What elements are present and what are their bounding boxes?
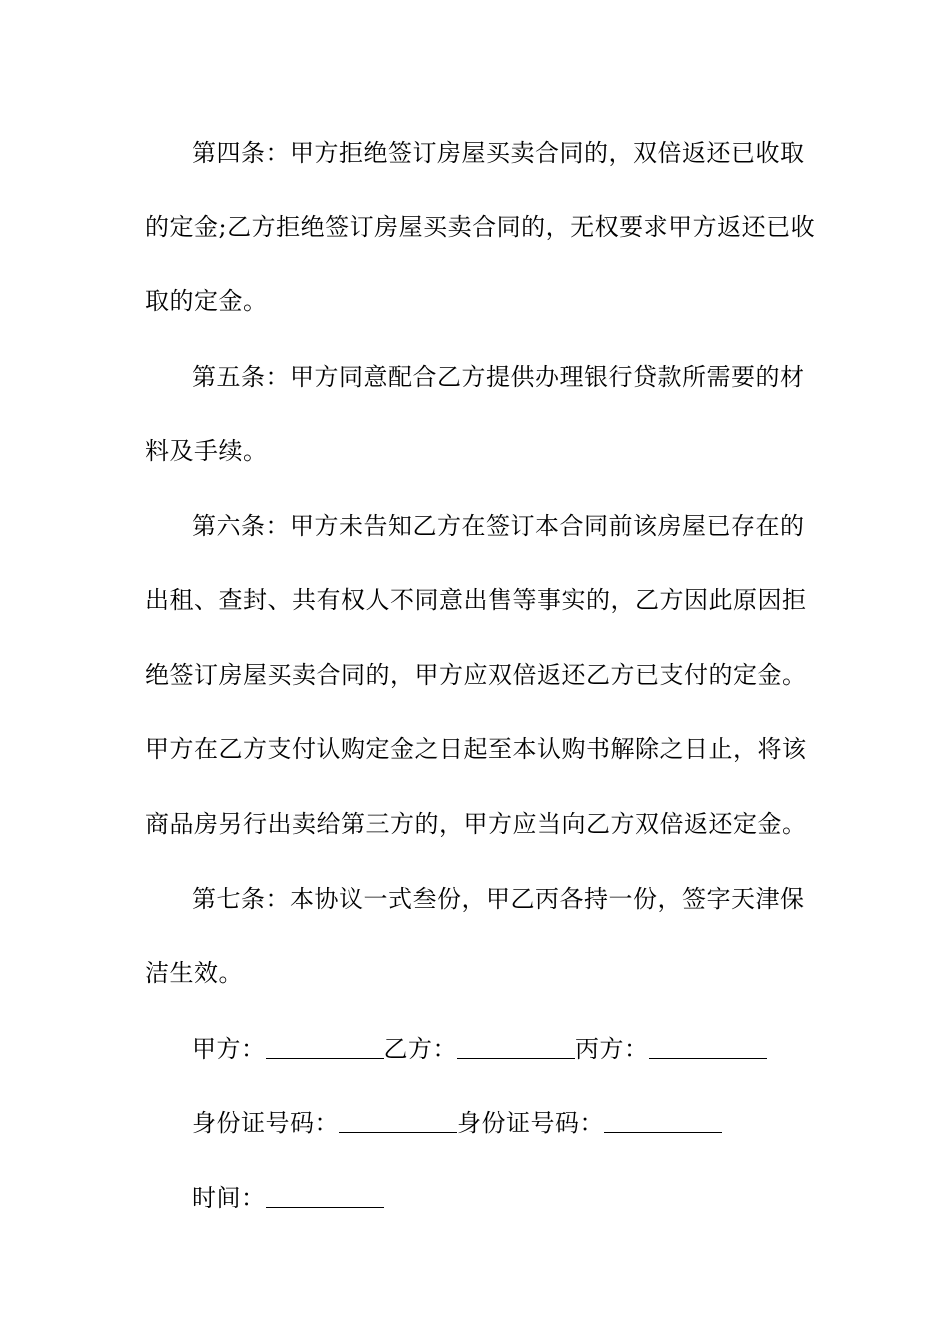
article-6-line-4: 甲方在乙方支付认购定金之日起至本认购书解除之日止，将该 <box>145 735 807 763</box>
signature-time-line <box>192 1183 822 1213</box>
party-a-blank <box>266 1040 384 1059</box>
party-b-label: 乙方： <box>383 1035 457 1063</box>
article-4-line-2: 的定金;乙方拒绝签订房屋买卖合同的，无权要求甲方返还已收 <box>145 213 815 241</box>
id-a-label: 身份证号码： <box>192 1109 339 1137</box>
id-b-blank <box>604 1114 722 1133</box>
id-b-label: 身份证号码： <box>457 1109 604 1137</box>
time-label: 时间： <box>192 1184 266 1212</box>
time-blank <box>266 1189 384 1208</box>
article-6-line-3: 绝签订房屋买卖合同的，甲方应双倍返还乙方已支付的定金。 <box>145 661 807 689</box>
article-4-line-1: 第四条：甲方拒绝签订房屋买卖合同的，双倍返还已收取 <box>192 139 805 167</box>
article-5-line-2: 料及手续。 <box>145 437 268 465</box>
party-b-blank <box>457 1040 575 1059</box>
article-6-line-1: 第六条：甲方未告知乙方在签订本合同前该房屋已存在的 <box>192 512 805 540</box>
party-a-label: 甲方： <box>192 1035 266 1063</box>
article-7-line-2: 洁生效。 <box>145 959 243 987</box>
signature-id-line <box>192 1108 822 1138</box>
article-7-line-1: 第七条：本协议一式叁份，甲乙丙各持一份，签字天津保 <box>192 885 805 913</box>
party-c-label: 丙方： <box>575 1035 649 1063</box>
id-a-blank <box>339 1114 457 1133</box>
party-c-blank <box>649 1040 767 1059</box>
article-4-line-3: 取的定金。 <box>145 287 268 315</box>
article-6-line-2: 出租、查封、共有权人不同意出售等事实的，乙方因此原因拒 <box>145 586 807 614</box>
article-5-line-1: 第五条：甲方同意配合乙方提供办理银行贷款所需要的材 <box>192 363 805 391</box>
article-6-line-5: 商品房另行出卖给第三方的，甲方应当向乙方双倍返还定金。 <box>145 810 807 838</box>
signature-parties-line <box>192 1034 822 1064</box>
